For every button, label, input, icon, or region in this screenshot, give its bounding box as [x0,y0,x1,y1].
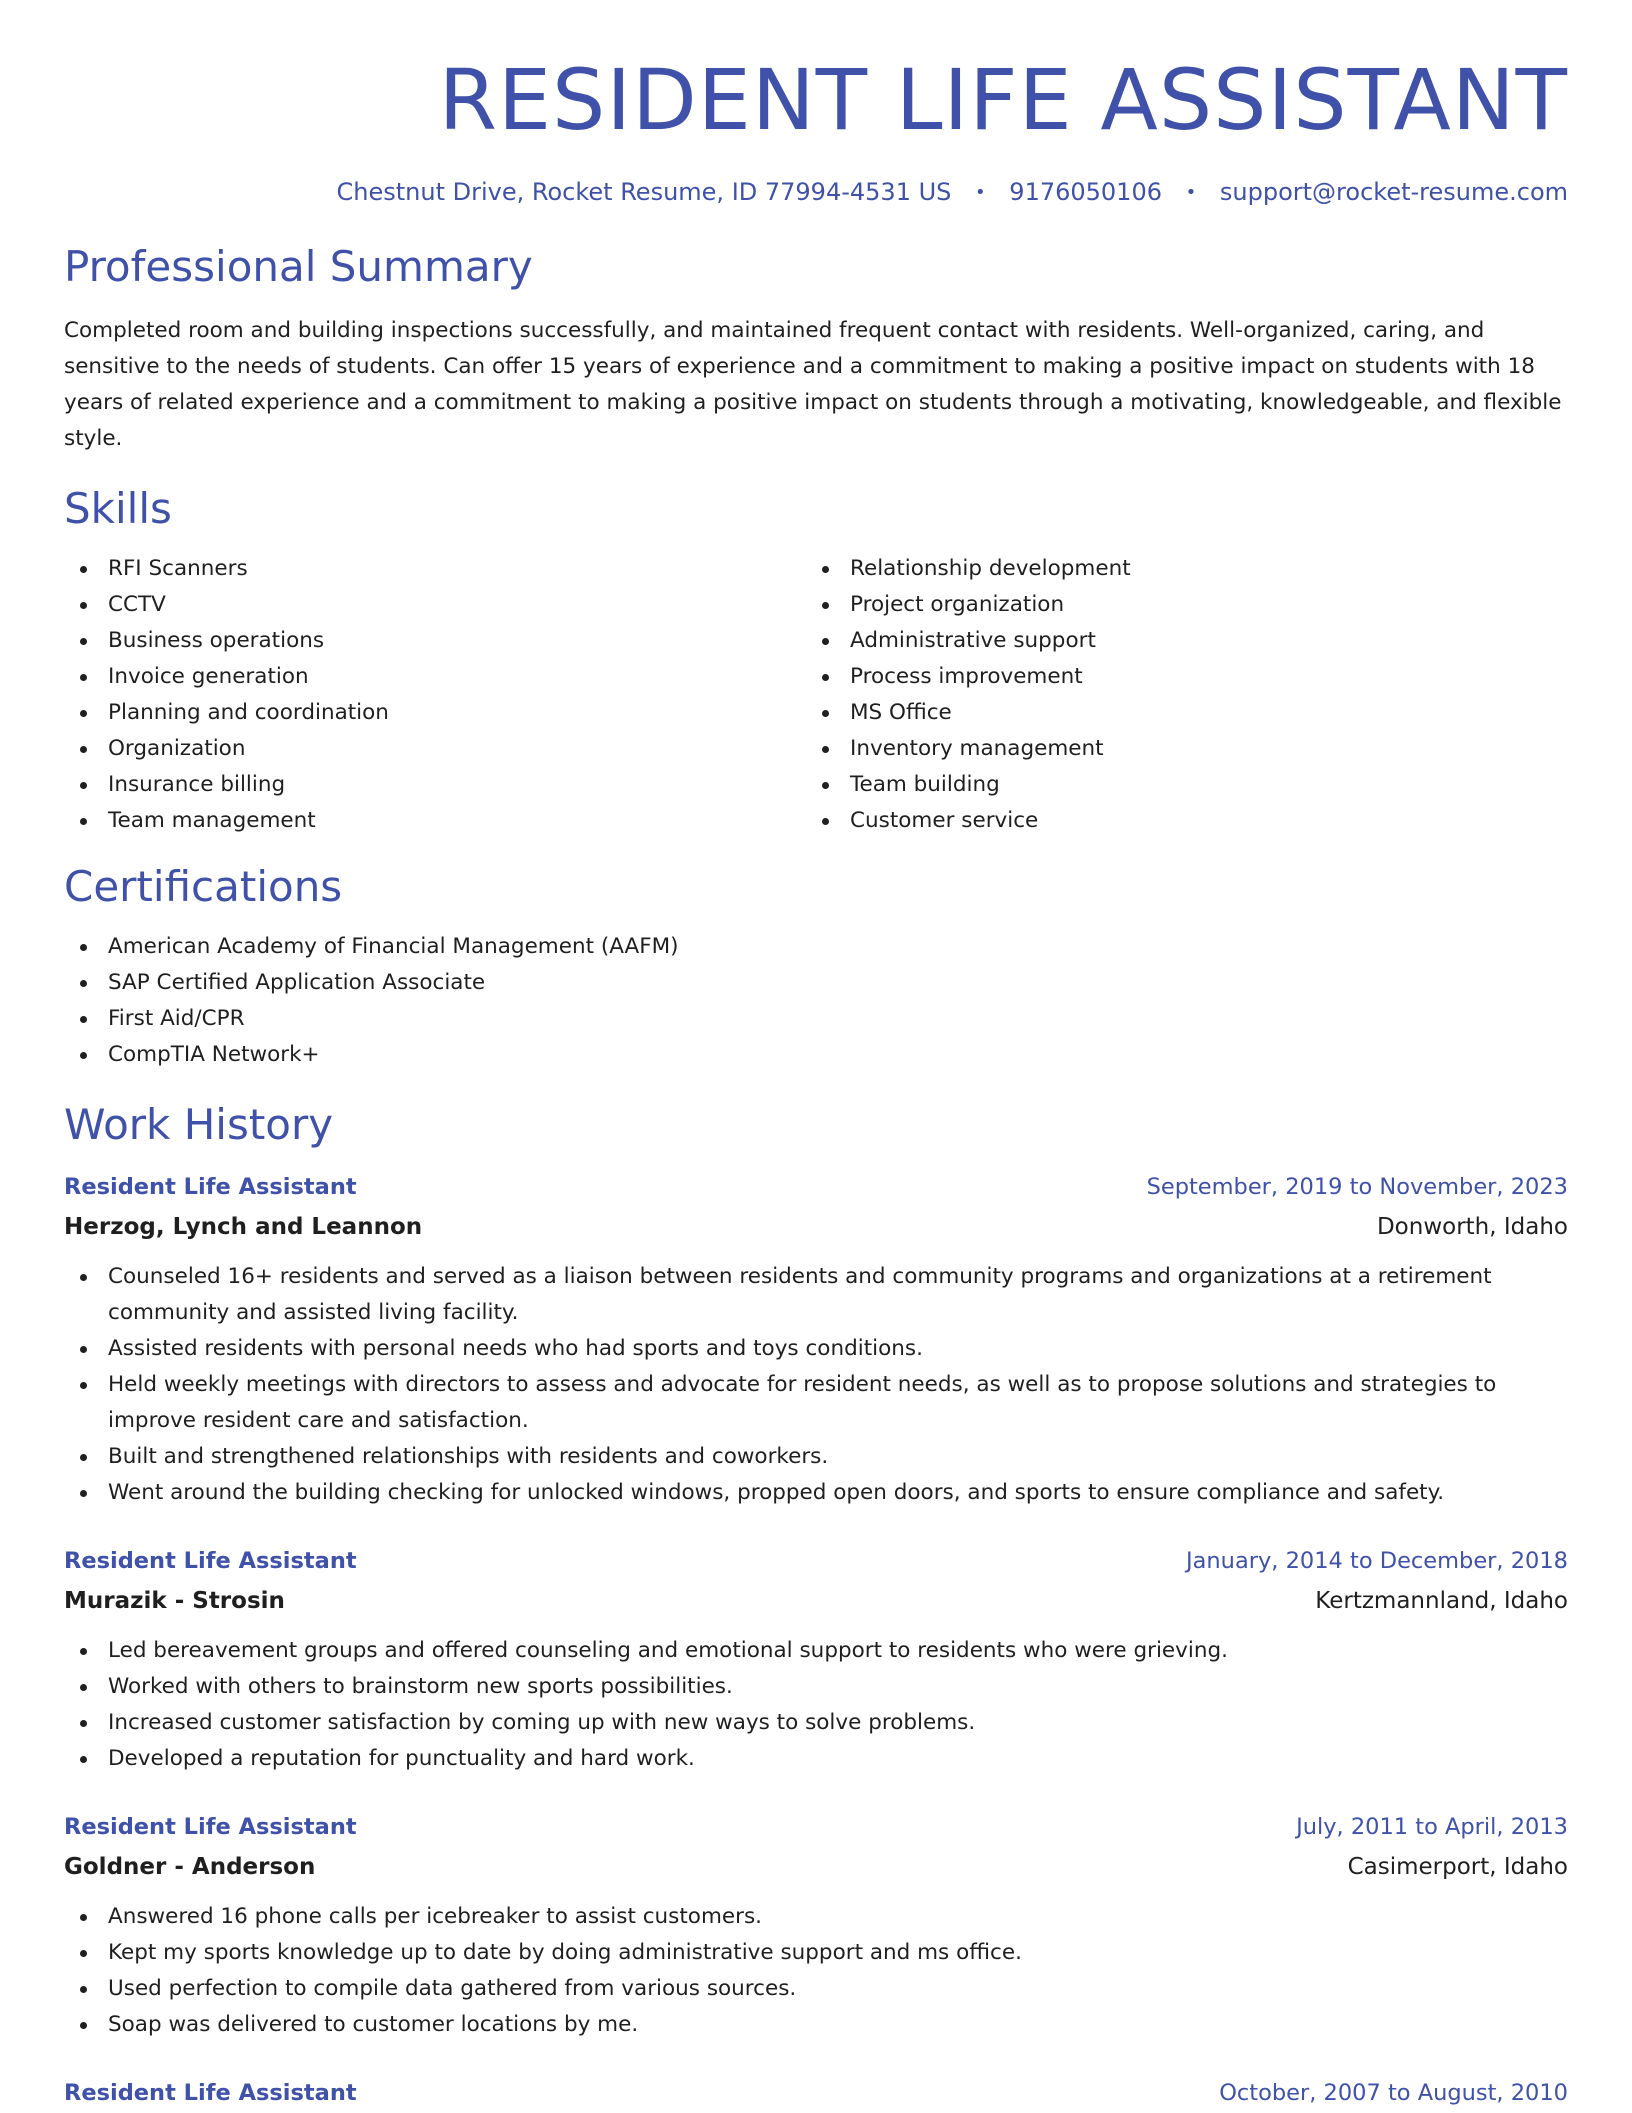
job-duty: Assisted residents with personal needs who had sports and toys conditions. [64,1331,1568,1367]
job-duty: Increased customer satisfaction by coming up with new ways to solve problems. [64,1705,1568,1741]
skill-item: Team management [64,803,806,839]
job-title: Resident Life Assistant [64,2080,357,2106]
summary-text: Completed room and building inspections successfully, and maintained frequent contact with residents. Well-organized, caring, and sensitive to the needs of students. Can offer 15 years of experience and a commitment to making a positive impact on students with 18 years of related experience and a commitment to making a positive impact on students through a motivating, knowledgeable, and flexible style. [64,318,1562,451]
job-location: Donworth, Idaho [1376,1214,1568,1240]
job-dates: October, 2007 to August, 2010 [1219,2080,1568,2106]
job-entry [64,1807,1568,2043]
job-dates: September, 2019 to November, 2023 [1146,1174,1568,1200]
certification-item: CompTIA Network+ [64,1037,1568,1073]
job-company: Herzog, Lynch and Leannon [64,1214,423,1240]
job-duty: Soap was delivered to customer locations by me. [64,2007,1568,2043]
job-duty: Held weekly meetings with directors to assess and advocate for resident needs, as well as to propose solutions and strategies to improve resident care and satisfaction. [64,1367,1568,1439]
job-dates: January, 2014 to December, 2018 [1186,1548,1568,1574]
job-title: Resident Life Assistant [64,1814,357,1840]
contact-separator: • [975,182,986,203]
job-title-row [64,1167,1568,1207]
contact-phone: 9176050106 [1009,178,1162,206]
job-company: Murazik - Strosin [64,1588,285,1614]
skill-item: RFI Scanners [64,551,806,587]
skill-item: MS Office [806,695,1548,731]
job-duty: Answered 16 phone calls per icebreaker to assist customers. [64,1899,1568,1935]
job-duty: Went around the building checking for unlocked windows, propped open doors, and sports to ensure compliance and safety. [64,1475,1568,1511]
job-duties [64,1899,1568,2043]
certifications-heading: Certifications [64,862,343,911]
job-location: Casimerport, Idaho [1347,1854,1568,1880]
job-title: Resident Life Assistant [64,1174,357,1200]
job-title-row [64,2073,1568,2113]
skill-item: Project organization [806,587,1548,623]
contact-separator: • [1185,182,1197,203]
certification-item: American Academy of Financial Management (AAFM) [64,929,1568,965]
skills-list-left [64,551,806,839]
job-entry [64,2073,1568,2113]
skill-item: Team building [806,767,1548,803]
job-title-row [64,1807,1568,1847]
job-duty: Led bereavement groups and offered counseling and emotional support to residents who were grieving. [64,1633,1568,1669]
contact-line [64,176,1568,209]
job-duty: Worked with others to brainstorm new sports possibilities. [64,1669,1568,1705]
job-duties [64,1259,1568,1511]
skills-grid [64,551,1568,839]
skill-item: Invoice generation [64,659,806,695]
certification-item: SAP Certified Application Associate [64,965,1568,1001]
skill-item: Inventory management [806,731,1548,767]
job-entry [64,1541,1568,1777]
job-duty: Kept my sports knowledge up to date by doing administrative support and ms office. [64,1935,1568,1971]
certification-item: First Aid/CPR [64,1001,1568,1037]
job-location: Kertzmannland, Idaho [1315,1588,1568,1614]
skills-list-right [806,551,1548,839]
skill-item: Organization [64,731,806,767]
job-dates: July, 2011 to April, 2013 [1296,1814,1568,1840]
job-company-row [64,1581,1568,1621]
certifications-list [64,929,1568,1073]
work-history-heading: Work History [64,1100,334,1149]
skill-item: Relationship development [806,551,1548,587]
skill-item: Process improvement [806,659,1548,695]
job-company: Goldner - Anderson [64,1854,316,1880]
job-company-row [64,1207,1568,1247]
summary-heading: Professional Summary [64,242,533,291]
skill-item: Planning and coordination [64,695,806,731]
job-title: Resident Life Assistant [64,1548,357,1574]
job-entry [64,1167,1568,1511]
job-title-row [64,1541,1568,1581]
contact-email: support@rocket-resume.com [1219,178,1568,206]
skill-item: Insurance billing [64,767,806,803]
job-duty: Counseled 16+ residents and served as a liaison between residents and community programs and organizations at a retirement community and assisted living facility. [64,1259,1568,1331]
job-duty: Used perfection to compile data gathered from various sources. [64,1971,1568,2007]
candidate-name: RESIDENT LIFE ASSISTANT [438,51,1568,149]
skill-item: Customer service [806,803,1548,839]
skills-heading: Skills [64,484,172,533]
contact-address: Chestnut Drive, Rocket Resume, ID 77994-4531 US [336,178,952,206]
job-duties [64,1633,1568,1777]
skill-item: Business operations [64,623,806,659]
skill-item: Administrative support [806,623,1548,659]
job-company-row [64,1847,1568,1887]
job-duty: Developed a reputation for punctuality and hard work. [64,1741,1568,1777]
skill-item: CCTV [64,587,806,623]
job-duty: Built and strengthened relationships with residents and coworkers. [64,1439,1568,1475]
